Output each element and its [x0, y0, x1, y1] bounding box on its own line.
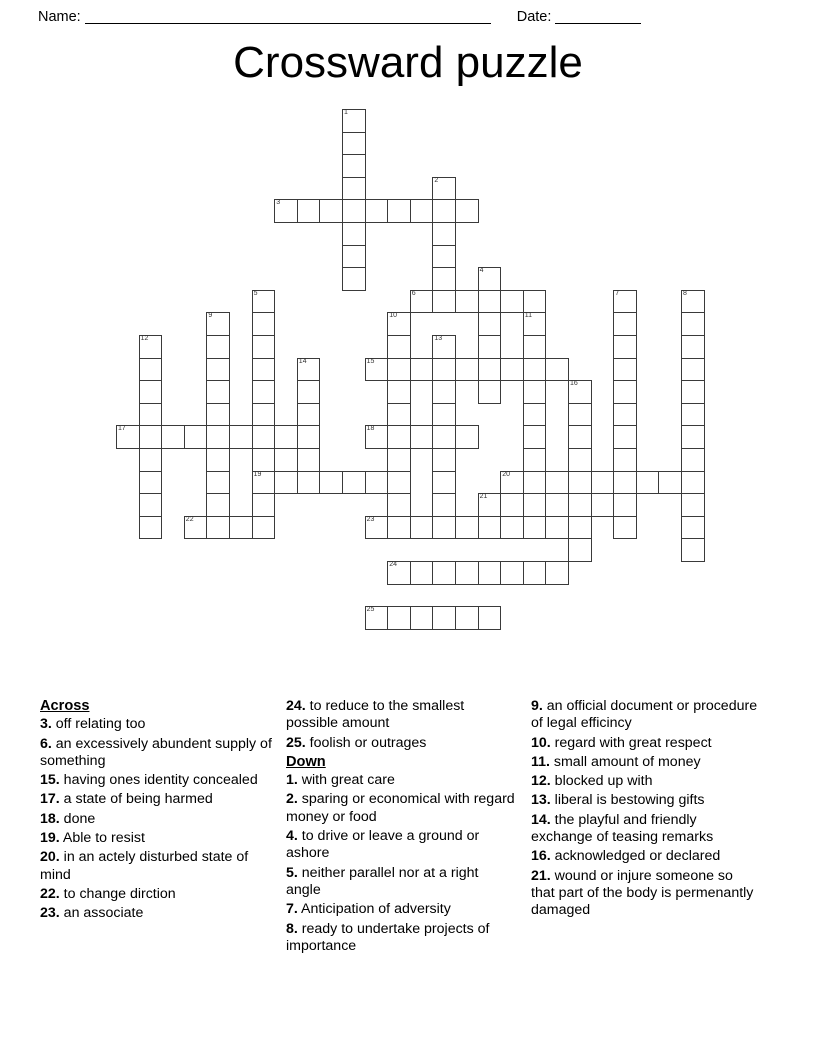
grid-cell[interactable]	[252, 425, 276, 449]
clue-item	[531, 698, 760, 733]
grid-cell[interactable]	[432, 403, 456, 427]
grid-cell[interactable]	[297, 403, 321, 427]
grid-cell[interactable]	[658, 471, 682, 495]
grid-cell-number: 5	[253, 289, 258, 297]
grid-cell[interactable]	[387, 448, 411, 472]
clue-item	[531, 868, 760, 920]
across-heading: Across	[40, 698, 90, 714]
grid-cell[interactable]	[432, 380, 456, 404]
clue-text: having ones identity concealed	[59, 772, 258, 789]
grid-cell[interactable]	[568, 516, 592, 540]
grid-cell[interactable]	[252, 380, 276, 404]
grid-cell[interactable]	[387, 516, 411, 540]
grid-cell[interactable]	[568, 403, 592, 427]
grid-cell[interactable]	[500, 471, 524, 495]
grid-cell[interactable]	[297, 425, 321, 449]
grid-cell[interactable]	[387, 335, 411, 359]
grid-cell[interactable]	[365, 606, 389, 630]
grid-cell[interactable]	[432, 448, 456, 472]
grid-cell-number: 3	[276, 199, 281, 207]
clue-text: sparing or economical with regard money or food	[286, 791, 515, 825]
grid-cell-number: 25	[366, 606, 375, 614]
grid-cell[interactable]	[297, 471, 321, 495]
grid-cell-number: 14	[298, 357, 307, 365]
clue-item	[531, 735, 760, 752]
grid-cell[interactable]	[613, 493, 637, 517]
page-title: Crossward puzzle	[233, 38, 583, 87]
clue-number: 25.	[286, 734, 306, 751]
grid-cell[interactable]	[568, 380, 592, 404]
grid-cell[interactable]	[139, 358, 163, 382]
clue-text: blocked up with	[550, 773, 653, 790]
grid-cell[interactable]	[455, 516, 479, 540]
grid-cell[interactable]	[387, 403, 411, 427]
grid-cell[interactable]	[681, 403, 705, 427]
clue-number: 6.	[40, 735, 52, 752]
clue-text: ready to undertake projects of importance	[286, 920, 490, 954]
grid-cell[interactable]	[252, 335, 276, 359]
grid-cell[interactable]	[387, 358, 411, 382]
grid-cell[interactable]	[432, 358, 456, 382]
name-label: Name:	[38, 9, 81, 25]
grid-cell[interactable]	[478, 290, 502, 314]
grid-cell-number: 10	[389, 312, 397, 320]
grid-cell-number: 19	[253, 470, 262, 478]
grid-cell-number: 11	[524, 312, 533, 320]
grid-cell[interactable]	[365, 471, 389, 495]
grid-cell[interactable]	[613, 425, 637, 449]
clue-number: 24.	[286, 698, 306, 714]
clue-number: 8.	[286, 920, 298, 937]
grid-cell[interactable]	[432, 177, 456, 201]
clue-text: regard with great respect	[550, 734, 712, 751]
grid-cell[interactable]	[613, 516, 637, 540]
clue-item	[40, 772, 272, 789]
grid-cell[interactable]	[297, 199, 321, 223]
clue-text: to change dirction	[59, 885, 176, 902]
grid-cell-number: 9	[208, 312, 213, 320]
grid-cell[interactable]	[523, 335, 547, 359]
grid-cell[interactable]	[342, 471, 366, 495]
grid-cell[interactable]	[387, 312, 411, 336]
grid-cell[interactable]	[206, 516, 230, 540]
grid-cell[interactable]	[432, 222, 456, 246]
grid-cell[interactable]	[545, 471, 569, 495]
clue-item	[286, 698, 516, 733]
grid-cell[interactable]	[139, 493, 163, 517]
clue-item	[286, 865, 516, 900]
grid-cell[interactable]	[206, 448, 230, 472]
clue-text: the playful and friendly exchange of teasing remarks	[531, 811, 714, 846]
grid-cell[interactable]	[342, 109, 366, 133]
clue-number: 3.	[40, 716, 52, 733]
grid-cell-number: 24	[389, 561, 397, 568]
clue-item	[531, 792, 760, 809]
grid-cell-number: 16	[570, 380, 578, 388]
grid-cell[interactable]	[545, 358, 569, 382]
grid-cell[interactable]	[342, 267, 366, 291]
grid-cell[interactable]	[274, 471, 298, 495]
grid-cell[interactable]	[365, 199, 389, 223]
grid-cell-number: 20	[502, 470, 510, 478]
grid-cell[interactable]	[613, 358, 637, 382]
grid-cell[interactable]	[568, 538, 592, 562]
grid-cell[interactable]	[410, 561, 434, 585]
grid-cell[interactable]	[365, 516, 389, 540]
grid-cell[interactable]	[613, 290, 637, 314]
grid-cell[interactable]	[387, 471, 411, 495]
grid-cell-number: 1	[344, 109, 348, 116]
grid-cell[interactable]	[500, 493, 524, 517]
grid-cell[interactable]	[206, 335, 230, 359]
grid-cell[interactable]	[387, 606, 411, 630]
grid-cell[interactable]	[139, 335, 163, 359]
grid-cell[interactable]	[139, 471, 163, 495]
grid-cell[interactable]	[252, 516, 276, 540]
grid-cell[interactable]	[613, 448, 637, 472]
clue-item	[40, 830, 272, 847]
clue-item	[40, 905, 272, 922]
clue-item	[286, 791, 516, 826]
clue-text: Able to resist	[59, 830, 145, 847]
grid-cell[interactable]	[591, 493, 615, 517]
grid-cell[interactable]	[523, 425, 547, 449]
grid-cell-number: 17	[118, 425, 126, 433]
grid-cell[interactable]	[455, 358, 479, 382]
grid-cell[interactable]	[116, 425, 140, 449]
clue-number: 17.	[40, 791, 60, 808]
clue-item	[286, 828, 516, 863]
grid-cell[interactable]	[432, 425, 456, 449]
grid-cell-number: 13	[434, 335, 443, 342]
clue-item	[531, 773, 760, 790]
clue-column-right	[528, 698, 772, 968]
grid-cell[interactable]	[206, 403, 230, 427]
grid-cell[interactable]	[342, 245, 366, 269]
clue-text: with great care	[297, 772, 395, 789]
grid-cell[interactable]	[568, 425, 592, 449]
clue-text: in an actely disturbed state of mind	[40, 849, 249, 883]
grid-cell[interactable]	[410, 606, 434, 630]
clue-text: to reduce to the smallest possible amount	[286, 698, 465, 732]
grid-cell[interactable]	[161, 425, 185, 449]
grid-cell[interactable]	[478, 335, 502, 359]
clue-number: 14.	[531, 811, 551, 828]
grid-cell[interactable]	[523, 448, 547, 472]
clue-text: an official document or procedure of legal efficincy	[531, 698, 758, 732]
clue-number: 18.	[40, 810, 60, 827]
grid-cell[interactable]	[319, 471, 343, 495]
grid-cell[interactable]	[500, 561, 524, 585]
clue-item	[531, 848, 760, 865]
grid-cell[interactable]	[342, 199, 366, 223]
grid-cell-number: 12	[140, 335, 149, 342]
grid-cell[interactable]	[410, 358, 434, 382]
down-heading: Down	[286, 753, 326, 770]
clue-number: 7.	[286, 901, 298, 918]
clue-number: 20.	[40, 849, 60, 866]
grid-cell[interactable]	[591, 471, 615, 495]
grid-cell[interactable]	[681, 493, 705, 517]
grid-cell[interactable]	[252, 358, 276, 382]
clue-number: 5.	[286, 864, 298, 881]
grid-cell[interactable]	[387, 380, 411, 404]
grid-cell[interactable]	[342, 222, 366, 246]
grid-cell[interactable]	[681, 425, 705, 449]
grid-cell[interactable]	[613, 380, 637, 404]
clue-item	[40, 791, 272, 808]
grid-cell[interactable]	[139, 448, 163, 472]
grid-cell[interactable]	[568, 471, 592, 495]
grid-cell[interactable]	[613, 471, 637, 495]
grid-cell[interactable]	[500, 290, 524, 314]
grid-cell[interactable]	[478, 606, 502, 630]
grid-cell[interactable]	[365, 425, 389, 449]
clue-number: 22.	[40, 885, 60, 902]
grid-cell[interactable]	[613, 335, 637, 359]
grid-cell[interactable]	[523, 358, 547, 382]
grid-cell[interactable]	[613, 312, 637, 336]
clue-number: 9.	[531, 698, 543, 714]
clue-item	[40, 736, 272, 771]
clue-number: 19.	[40, 830, 60, 847]
grid-cell[interactable]	[432, 561, 456, 585]
grid-cell[interactable]	[478, 516, 502, 540]
grid-cell[interactable]	[387, 199, 411, 223]
grid-cell[interactable]	[478, 493, 502, 517]
grid-cell[interactable]	[206, 312, 230, 336]
grid-cell[interactable]	[252, 312, 276, 336]
clue-number: 10.	[531, 734, 551, 751]
grid-cell[interactable]	[252, 493, 276, 517]
grid-cell[interactable]	[139, 380, 163, 404]
grid-cell[interactable]	[568, 493, 592, 517]
clue-number: 16.	[531, 848, 551, 865]
grid-cell[interactable]	[500, 358, 524, 382]
clue-number: 1.	[286, 772, 298, 789]
grid-cell[interactable]	[523, 561, 547, 585]
grid-cell[interactable]	[681, 471, 705, 495]
grid-cell[interactable]	[636, 471, 660, 495]
grid-cell[interactable]	[432, 290, 456, 314]
clue-column-left	[40, 698, 284, 968]
grid-cell[interactable]	[206, 471, 230, 495]
grid-cell[interactable]	[139, 516, 163, 540]
grid-cell[interactable]	[432, 335, 456, 359]
clue-item	[286, 772, 516, 789]
grid-cell[interactable]	[252, 471, 276, 495]
grid-cell[interactable]	[184, 425, 208, 449]
clue-item	[286, 901, 516, 918]
grid-cell[interactable]	[568, 448, 592, 472]
grid-cell[interactable]	[432, 199, 456, 223]
grid-cell[interactable]	[681, 538, 705, 562]
grid-cell[interactable]	[365, 358, 389, 382]
clue-number: 4.	[286, 828, 298, 845]
grid-cell[interactable]	[478, 561, 502, 585]
clue-number: 15.	[40, 772, 60, 789]
grid-cell[interactable]	[139, 403, 163, 427]
grid-cell[interactable]	[455, 199, 479, 223]
grid-cell[interactable]	[252, 403, 276, 427]
clue-lists	[0, 698, 816, 968]
grid-cell[interactable]	[229, 516, 253, 540]
grid-cell[interactable]	[681, 358, 705, 382]
grid-cell[interactable]	[252, 448, 276, 472]
date-label: Date:	[516, 9, 552, 25]
grid-cell[interactable]	[387, 493, 411, 517]
grid-cell-number: 23	[366, 515, 375, 523]
clue-item	[40, 811, 272, 828]
grid-cell[interactable]	[432, 267, 456, 291]
grid-cell[interactable]	[184, 516, 208, 540]
grid-cell[interactable]	[455, 561, 479, 585]
clue-item	[531, 754, 760, 771]
grid-cell[interactable]	[681, 380, 705, 404]
grid-cell[interactable]	[681, 448, 705, 472]
clue-item	[531, 812, 760, 847]
clue-text: acknowledged or declared	[550, 848, 721, 865]
grid-cell[interactable]	[681, 335, 705, 359]
grid-cell[interactable]	[545, 561, 569, 585]
grid-cell[interactable]	[229, 425, 253, 449]
grid-cell[interactable]	[206, 358, 230, 382]
clue-item	[286, 921, 516, 956]
grid-cell-number: 4	[479, 267, 484, 275]
grid-cell[interactable]	[455, 606, 479, 630]
grid-cell[interactable]	[432, 606, 456, 630]
grid-cell[interactable]	[139, 425, 163, 449]
clue-text: small amount of money	[549, 753, 701, 770]
grid-cell-number: 8	[683, 289, 687, 297]
grid-cell[interactable]	[681, 312, 705, 336]
grid-cell-number: 15	[366, 357, 375, 365]
grid-cell[interactable]	[478, 380, 502, 404]
grid-cell[interactable]	[319, 199, 343, 223]
clue-text: to drive or leave a ground or ashore	[286, 828, 480, 862]
grid-cell[interactable]	[613, 403, 637, 427]
clue-text: Anticipation of adversity	[297, 901, 451, 918]
grid-cell[interactable]	[432, 245, 456, 269]
clue-item	[40, 886, 272, 903]
grid-cell[interactable]	[523, 380, 547, 404]
grid-cell[interactable]	[252, 290, 276, 314]
grid-cell[interactable]	[206, 425, 230, 449]
clue-text: neither parallel nor at a right angle	[286, 864, 479, 898]
grid-cell-number: 7	[615, 289, 620, 297]
clue-number: 13.	[531, 792, 551, 809]
grid-cell[interactable]	[274, 199, 298, 223]
grid-cell[interactable]	[410, 425, 434, 449]
grid-cell[interactable]	[432, 471, 456, 495]
grid-cell[interactable]	[500, 516, 524, 540]
grid-cell[interactable]	[523, 290, 547, 314]
grid-cell[interactable]	[523, 403, 547, 427]
clue-item	[40, 849, 272, 884]
clue-text: done	[59, 810, 96, 827]
grid-cell[interactable]	[478, 267, 502, 291]
grid-cell[interactable]	[523, 493, 547, 517]
clue-text: off relating too	[51, 716, 146, 733]
clue-text: foolish or outrages	[305, 734, 427, 751]
grid-cell-number: 22	[185, 515, 194, 523]
grid-cell[interactable]	[681, 516, 705, 540]
clue-column-middle	[284, 698, 528, 968]
grid-cell[interactable]	[478, 312, 502, 336]
clue-text: wound or injure someone so that part of the body is permenantly damaged	[531, 867, 754, 919]
grid-cell[interactable]	[523, 471, 547, 495]
clue-text: an excessively abundent supply of something	[40, 735, 272, 769]
grid-cell[interactable]	[297, 380, 321, 404]
grid-cell[interactable]	[297, 358, 321, 382]
grid-cell[interactable]	[455, 290, 479, 314]
clue-number: 2.	[286, 791, 298, 808]
clue-number: 11.	[531, 753, 550, 770]
grid-cell[interactable]	[681, 290, 705, 314]
grid-cell-number: 21	[479, 493, 488, 501]
grid-cell[interactable]	[478, 358, 502, 382]
grid-cell[interactable]	[206, 380, 230, 404]
clue-text: an associate	[59, 905, 144, 922]
grid-cell[interactable]	[410, 199, 434, 223]
clue-text: a state of being harmed	[59, 791, 213, 808]
grid-cell[interactable]	[455, 425, 479, 449]
grid-cell-number: 18	[366, 425, 375, 433]
grid-cell[interactable]	[206, 493, 230, 517]
clue-item	[40, 716, 272, 733]
grid-cell[interactable]	[410, 290, 434, 314]
grid-cell[interactable]	[523, 312, 547, 336]
grid-cell[interactable]	[545, 516, 569, 540]
grid-cell[interactable]	[342, 154, 366, 178]
clue-text: liberal is bestowing gifts	[550, 792, 705, 809]
clue-number: 21.	[531, 867, 551, 884]
grid-cell[interactable]	[410, 516, 434, 540]
grid-cell[interactable]	[523, 516, 547, 540]
grid-cell[interactable]	[342, 177, 366, 201]
clue-number: 12.	[531, 773, 551, 790]
grid-cell[interactable]	[432, 493, 456, 517]
grid-cell[interactable]	[432, 516, 456, 540]
grid-cell[interactable]	[342, 132, 366, 156]
grid-cell[interactable]	[274, 425, 298, 449]
grid-cell[interactable]	[387, 561, 411, 585]
grid-cell-number: 2	[434, 176, 439, 184]
grid-cell[interactable]	[387, 425, 411, 449]
grid-cell[interactable]	[545, 493, 569, 517]
clue-number: 23.	[40, 905, 60, 922]
clue-item	[286, 735, 516, 752]
grid-cell[interactable]	[297, 448, 321, 472]
grid-cell-number: 6	[411, 289, 416, 297]
